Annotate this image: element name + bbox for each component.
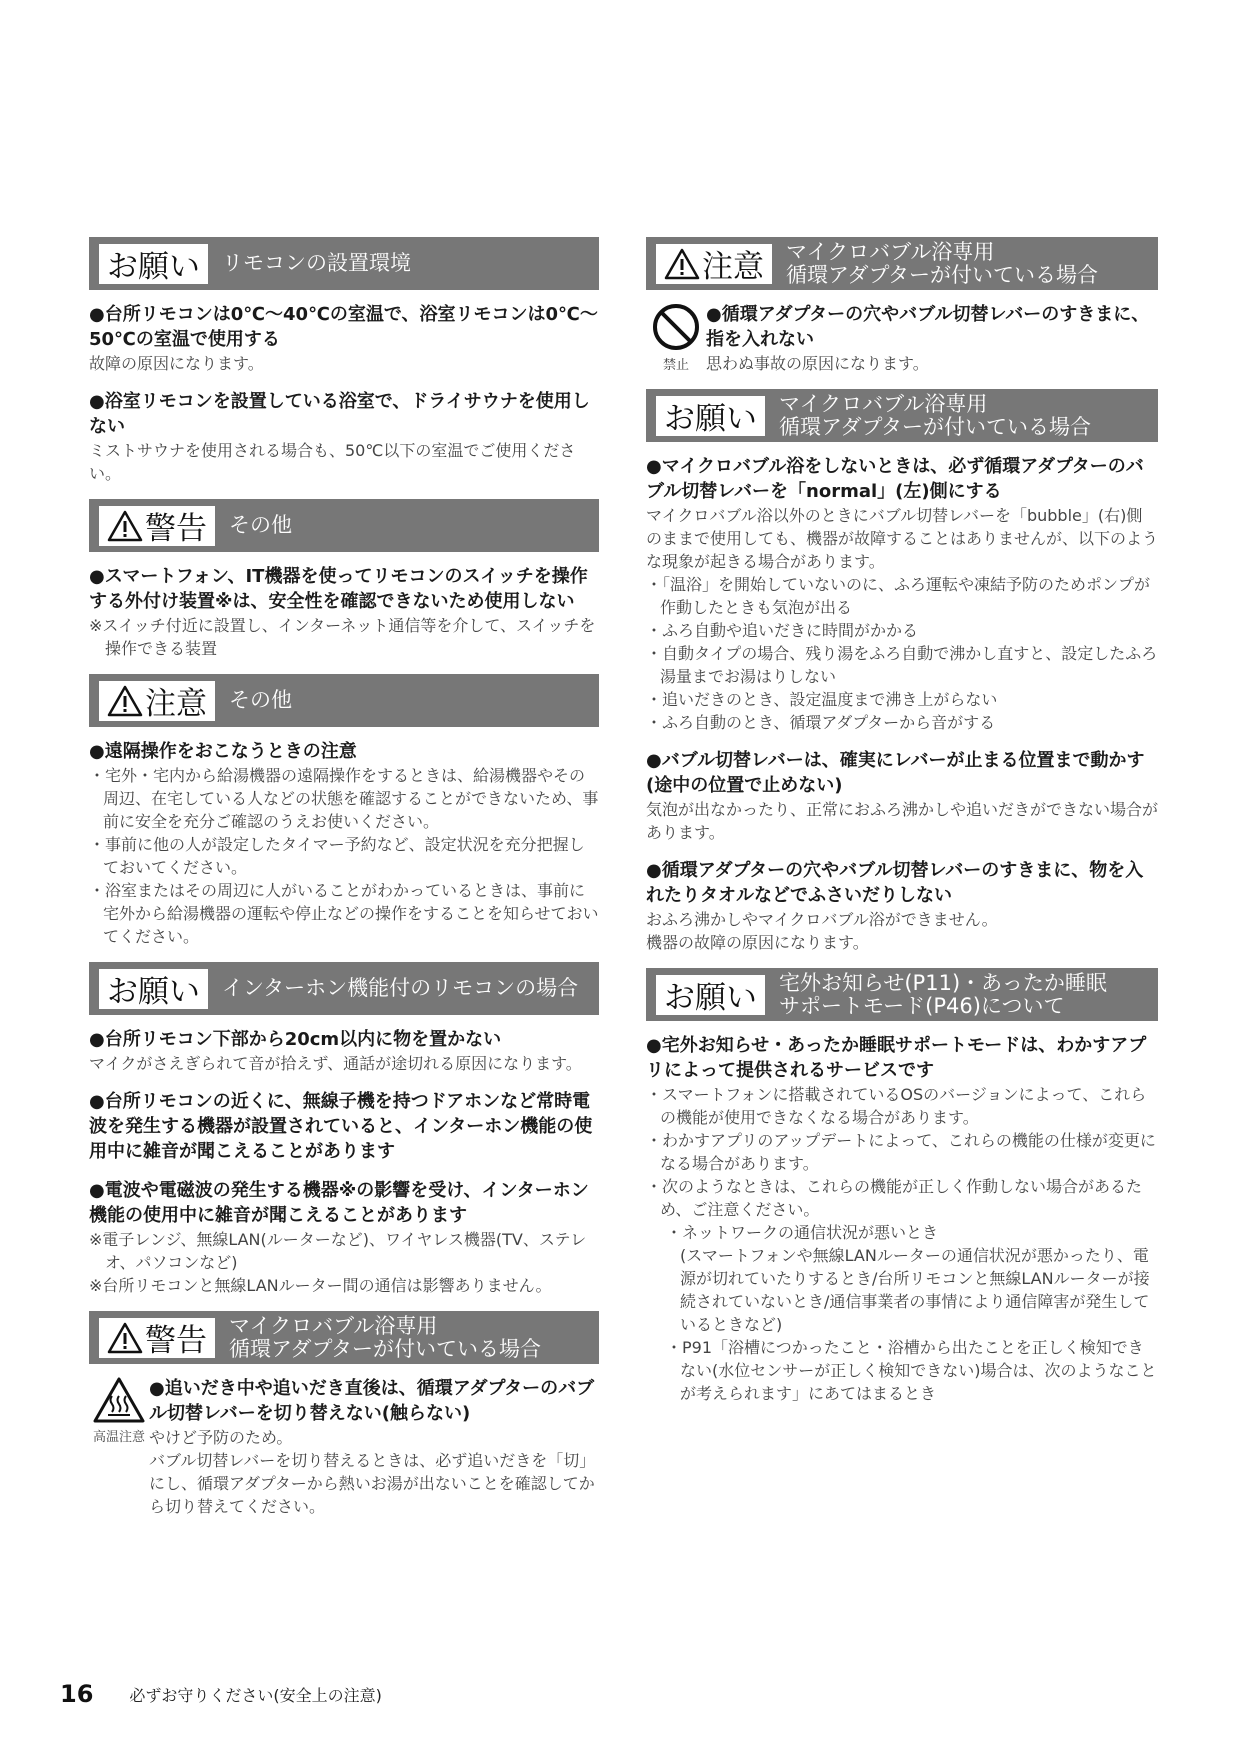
keikoku-label-text: 警告 [145, 511, 207, 547]
item-heading: ●台所リモコンは0℃～40℃の室温で、浴室リモコンは0℃～50℃の室温で使用する [89, 304, 598, 350]
warning-triangle-icon [107, 1322, 143, 1354]
list-item: ・宅外・宅内から給湯機器の遠隔操作をするときは、給湯機器やその周辺、在宅している人などの状態を確認することができないため、事前に安全を充分ご確認のうえお使いください。 [89, 766, 599, 831]
section-title-line: マイクロバブル浴専用 [229, 1313, 438, 1338]
chui-label [99, 681, 215, 721]
section-header-chui-other [89, 674, 599, 727]
onegai-label-text: お願い [107, 249, 200, 285]
caution-item [646, 748, 1158, 844]
item-body: 機器の故障の原因になります。 [646, 933, 869, 952]
onegai-label [99, 969, 208, 1009]
section-header-onegai-intercom [89, 962, 599, 1015]
item-heading: ●遠隔操作をおこなうときの注意 [89, 741, 357, 762]
keikoku-label [99, 506, 215, 546]
item-heading: ●循環アダプターの穴やバブル切替レバーのすきまに、物を入れたりタオルなどでふさいだりしない [646, 860, 1144, 906]
prohibited-icon-cell [646, 302, 706, 375]
section-title-line: 循環アダプターが付いている場合 [229, 1336, 542, 1361]
onegai-label-text: お願い [664, 401, 757, 437]
caution-item [646, 1033, 1158, 1405]
item-heading: ●スマートフォン、IT機器を使ってリモコンのスイッチを操作する外付け装置※は、安全性を確認できないため使用しない [89, 566, 588, 612]
caution-item [89, 389, 599, 485]
caution-item [89, 564, 599, 660]
item-note: ※電子レンジ、無線LAN(ルーターなど)、ワイヤレス機器(TV、ステレオ、パソコンなど) [89, 1230, 587, 1272]
caution-item [89, 1027, 599, 1075]
item-note: ※スイッチ付近に設置し、インターネット通信等を介して、スイッチを操作できる装置 [89, 616, 596, 658]
caution-item [646, 454, 1158, 734]
item-body: 思わぬ事故の原因になります。 [706, 354, 929, 373]
footer-text: 必ずお守りください(安全上の注意) [129, 1685, 382, 1705]
section-title [779, 972, 1107, 1018]
section-header-onegai-installation [89, 237, 599, 290]
section-title-line: サポートモード(P46)について [779, 993, 1065, 1018]
list-item: ・スマートフォンに搭載されているOSのバージョンによって、これらの機能が使用できなくなる場合があります。 [646, 1085, 1147, 1127]
list-item: ・自動タイプの場合、残り湯をふろ自動で沸かし直すと、設定したふろ湯量までお湯はりしない [646, 644, 1158, 686]
onegai-label [656, 396, 765, 436]
caution-item-with-icon [89, 1376, 599, 1518]
sub-list-item: ・P91「浴槽につかったこと・浴槽から出たことを正しく検知できない(水位センサーが正しく検知できない)場合は、次のようなことが考えられます」にあてはまるとき [666, 1338, 1157, 1403]
section-header-keikoku-other [89, 499, 599, 552]
section-title [786, 241, 1098, 287]
caution-item [89, 302, 599, 375]
bullet-list [646, 1083, 1158, 1221]
section-header-keikoku-microbubble [89, 1311, 599, 1364]
item-heading: ●追いだき中や追いだき直後は、循環アダプターのバブル切替レバーを切り替えない(触らない) [149, 1378, 595, 1424]
list-item: ・追いだきのとき、設定温度まで沸き上がらない [646, 690, 998, 709]
list-item: ・浴室またはその周辺に人がいることがわかっているときは、事前に宅外から給湯機器の運転や停止などの操作をすることを知らせておいてください。 [89, 881, 599, 946]
item-body: マイクロバブル浴以外のときにバブル切替レバーを「bubble」(右)側のままで使用しても、機器が故障することはありませんが、以下のような現象が起きる場合があります。 [646, 506, 1159, 571]
section-title: その他 [229, 513, 292, 537]
caution-item [89, 1089, 599, 1164]
section-header-chui-microbubble [646, 237, 1158, 290]
keikoku-label-text: 警告 [145, 1323, 207, 1359]
item-body: マイクがさえぎられて音が拾えず、通話が途切れる原因になります。 [89, 1054, 582, 1073]
section-title-line: 宅外お知らせ(P11)・あったか睡眠 [779, 970, 1107, 995]
list-item: ・事前に他の人が設定したタイマー予約など、設定状況を充分把握しておいてください。 [89, 835, 585, 877]
section-title-line: 循環アダプターが付いている場合 [779, 414, 1092, 439]
bullet-list [89, 764, 599, 948]
sub-list-item [666, 1221, 1158, 1336]
chui-label-text: 注意 [145, 686, 207, 722]
chui-label-text: 注意 [702, 249, 764, 285]
section-title-line: 循環アダプターが付いている場合 [786, 262, 1099, 287]
onegai-label [656, 975, 765, 1015]
section-title [229, 1315, 541, 1361]
item-body: やけど予防のため。 [149, 1428, 293, 1447]
bullet-list [646, 573, 1158, 734]
item-note: ※台所リモコンと無線LANルーター間の通信は影響ありません。 [89, 1276, 552, 1295]
item-heading: ●宅外お知らせ・あったか睡眠サポートモードは、わかすアプリによって提供されるサービスです [646, 1035, 1147, 1081]
item-heading: ●マイクロバブル浴をしないときは、必ず循環アダプターのバブル切替レバーを「normal」(左)側にする [646, 456, 1144, 502]
high-temp-icon-cell [89, 1376, 149, 1518]
onegai-label [99, 244, 208, 284]
item-heading: ●台所リモコンの近くに、無線子機を持つドアホンなど常時電波を発生する機器が設置されていると、インターホン機能の使用中に雑音が聞こえることがあります [89, 1091, 593, 1162]
page-footer [60, 1680, 382, 1708]
warning-triangle-icon [107, 510, 143, 542]
prohibited-caption: 禁止 [662, 358, 689, 373]
item-content [149, 1376, 599, 1518]
item-heading: ●循環アダプターの穴やバブル切替レバーのすきまに、指を入れない [706, 304, 1150, 350]
item-body: ミストサウナを使用される場合も、50℃以下の室温でご使用ください。 [89, 441, 576, 483]
warning-triangle-icon [664, 248, 700, 280]
warning-triangle-icon [107, 685, 143, 717]
onegai-label-text: お願い [107, 974, 200, 1010]
onegai-label-text: お願い [664, 980, 757, 1016]
caution-item [646, 858, 1158, 954]
sub-item-title: ・ネットワークの通信状況が悪いとき [666, 1223, 939, 1242]
section-title-line: マイクロバブル浴専用 [786, 239, 995, 264]
caution-item [89, 1178, 599, 1297]
item-body: 気泡が出なかったり、正常におふろ沸かしや追いだきができない場合があります。 [646, 800, 1159, 842]
list-item: ・「温浴」を開始していないのに、ふろ運転や凍結予防のためポンプが作動したときも気泡が出る [646, 575, 1151, 617]
item-body: バブル切替レバーを切り替えるときは、必ず追いだきを「切」にし、循環アダプターから熱いお湯が出ないことを確認してから切り替えてください。 [149, 1451, 596, 1516]
high-temp-caption: 高温注意 [92, 1430, 145, 1445]
section-title-line: マイクロバブル浴専用 [779, 391, 988, 416]
list-item: ・ふろ自動のとき、循環アダプターから音がする [646, 713, 996, 732]
section-title [779, 393, 1091, 439]
keikoku-label [99, 1318, 215, 1358]
section-title: インターホン機能付のリモコンの場合 [222, 976, 579, 1000]
item-heading: ●浴室リモコンを設置している浴室で、ドライサウナを使用しない [89, 391, 590, 437]
sub-bullet-list [646, 1221, 1158, 1405]
page-number: 16 [60, 1680, 94, 1708]
caution-item-with-icon [646, 302, 1158, 375]
list-item: ・わかすアプリのアップデートによって、これらの機能の仕様が変更になる場合があります。 [646, 1131, 1156, 1173]
section-header-onegai-remote-notice [646, 968, 1158, 1021]
sub-item-detail: (スマートフォンや無線LANルーターの通信状況が悪かったり、電源が切れていたりするとき/台所リモコンと無線LANルーターが接続されていないとき/通信事業者の事情により通信障害が発生しているときなど) [680, 1246, 1150, 1334]
section-header-onegai-microbubble [646, 389, 1158, 442]
high-temperature-icon [92, 1376, 146, 1424]
left-column [89, 237, 599, 1518]
section-title: その他 [229, 688, 292, 712]
prohibited-icon [651, 302, 701, 352]
chui-label [656, 244, 772, 284]
list-item: ・次のようなときは、これらの機能が正しく作動しない場合があるため、ご注意ください。 [646, 1177, 1143, 1219]
item-heading: ●電波や電磁波の発生する機器※の影響を受け、インターホン機能の使用中に雑音が聞こえることがあります [89, 1180, 589, 1226]
item-heading: ●バブル切替レバーは、確実にレバーが止まる位置まで動かす(途中の位置で止めない) [646, 750, 1145, 796]
item-body: おふろ沸かしやマイクロバブル浴ができません。 [646, 910, 998, 929]
item-heading: ●台所リモコン下部から20cm以内に物を置かない [89, 1029, 502, 1050]
list-item: ・ふろ自動や追いだきに時間がかかる [646, 621, 919, 640]
item-content [706, 302, 1158, 375]
item-body: 故障の原因になります。 [89, 354, 264, 373]
right-column [646, 237, 1158, 1419]
caution-item [89, 739, 599, 948]
section-title: リモコンの設置環境 [222, 251, 411, 275]
